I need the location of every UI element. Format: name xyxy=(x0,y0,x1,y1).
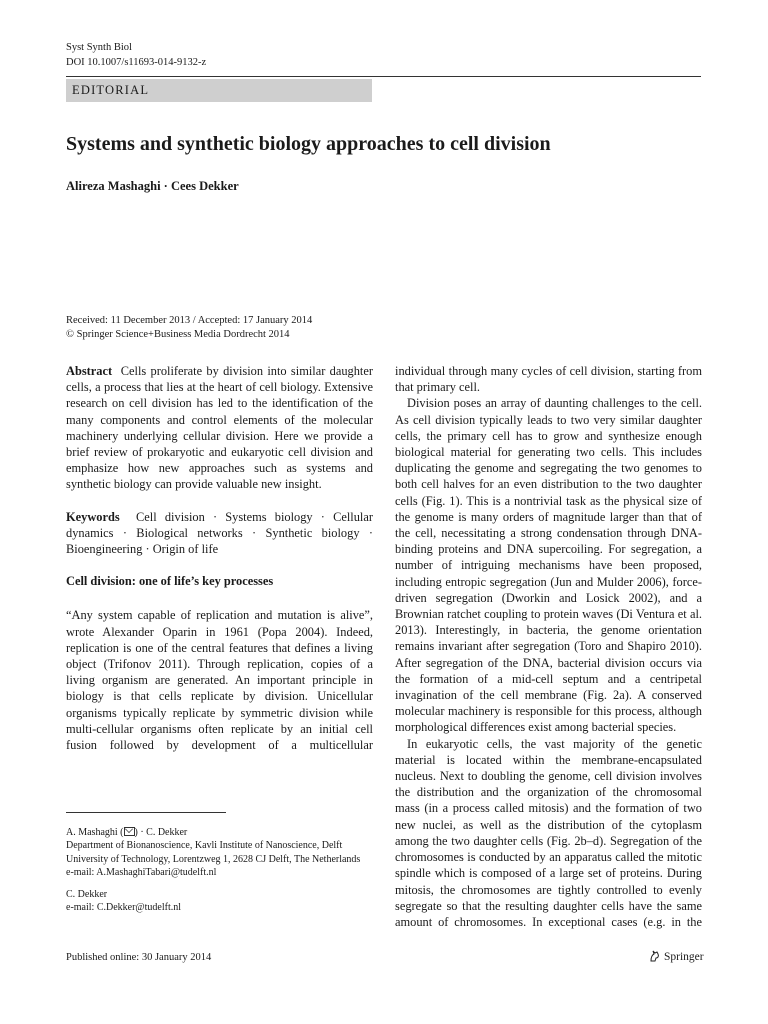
abstract xyxy=(66,363,373,493)
springer-horse-icon xyxy=(649,950,660,962)
header-rule xyxy=(66,76,701,77)
section-paragraph: “Any system capable of replication and mutation is alive”, wrote Alexander Oparin in 1961 (Popa 2004). Indeed, replication is one of the central features that defines a living object (Trifonov 2011). Through replication, copies of a living organism are generated. An important principle in biology is that cells replicate by division. Unicellular organisms typically replicate by symmetric division while multi-cellular organisms often replicate by an initial cell fusion followed by development of a multicellular xyxy=(66,608,373,753)
publisher-name: Springer xyxy=(664,951,704,963)
email-dekker[interactable]: e-mail: C.Dekker@tudelft.nl xyxy=(66,902,182,914)
received-dates: Received: 11 December 2013 / Accepted: 17 January 2014 xyxy=(66,315,313,326)
publisher-logo xyxy=(649,950,704,963)
keywords xyxy=(66,509,373,558)
dates-block xyxy=(66,314,312,342)
author-line: A. Mashaghi ( ) · C. Dekker xyxy=(66,827,188,838)
paragraph-continuation: individual through many cycles of cell division, starting from that primary cell. xyxy=(395,364,702,395)
right-column xyxy=(395,363,702,930)
abstract-label: Abstract xyxy=(66,364,113,378)
author-dekker: C. Dekker xyxy=(66,888,108,900)
journal-name: Syst Synth Biol xyxy=(66,42,132,53)
envelope-icon xyxy=(124,827,135,836)
affiliation: Department of Bionanoscience, Kavli Institute of Nanoscience, Delft University of Technology, Lorentzweg 1, 2628 CJ Delft, The Netherlands xyxy=(66,840,361,865)
section-band xyxy=(66,79,372,102)
keywords-label: Keywords xyxy=(66,509,120,524)
section-label: EDITORIAL xyxy=(72,83,150,97)
published-date: Published online: 30 January 2014 xyxy=(66,952,212,963)
journal-header xyxy=(66,40,206,70)
section-heading: Cell division: one of life’s key processes xyxy=(66,574,274,589)
abstract-text: Cells proliferate by division into similar daughter cells, a process that lies at the heart of cell biology. Extensive research on cell division has led to the identification of the many components and control elements of the molecular machinery underlying cellular division. Here we provide a brief review of prokaryotic and eukaryotic cell division and emphasize how new approaches such as systems and synthetic biology can provide valuable new insight. xyxy=(66,364,373,492)
author-affiliations xyxy=(66,826,376,914)
copyright: © Springer Science+Business Media Dordrecht 2014 xyxy=(66,329,290,340)
paragraph-division-challenges: Division poses an array of daunting challenges to the cell. As cell division typically leads to two very similar daughter cells, the primary cell has to grow and synthesize enough biological material for generating two cells. This includes duplicating the genome and segregating the two genomes to both cell halves for an even distribution to the two daughter cells (Fig. 1). This is a nontrivial task as the physical size of the genome is many orders of magnitude larger than that of the cell, necessitating a strong condensation through DNA-binding proteins and DNA supercoiling. For segregation, a number of intriguing mechanisms have been proposed, including entropic segregation (Jun and Mulder 2006), force-driven segregation (Dworkin and Losick 2002), and a Brownian ratchet coupling to protein waves (Di Ventura et al. 2013). Interestingly, in bacteria, the genome orientation remains invariant after segregation (Toro and Shapiro 2010). After segregation of the DNA, bacterial division occurs via the formation of a mid-cell septum and a centripetal invagination of the cell membrane (Fig. 2a). A conserved molecular machinery is responsible for this process, although morphological differences exist among bacterial species. xyxy=(395,396,702,735)
authors: Alireza Mashaghi · Cees Dekker xyxy=(66,179,239,193)
doi: DOI 10.1007/s11693-014-9132-z xyxy=(66,57,207,68)
left-column xyxy=(66,363,373,753)
article-title: Systems and synthetic biology approaches to cell division xyxy=(66,133,551,155)
footnote-rule xyxy=(66,812,226,813)
paragraph-eukaryotic: In eukaryotic cells, the vast majority of the genetic material is located within the membrane-encapsulated nucleus. Next to doubling the genome, cell division involves the distribution and the organization of the chromosomal mass (in a process called mitosis) and the formation of two new nuclei, as well as the distribution of the cytoplasm among the two daughter cells (Fig. 2b–d). Segregation of the chromosomes is conducted by an apparatus called the mitotic spindle which is composed of a large set of proteins. During mitosis, the chromosomes are tightly controlled to evenly segregate so that the resulting daughter cells have the same amount of chromosomes. In exceptional cases (e.g. in the xyxy=(395,736,702,929)
email-mashaghi[interactable]: e-mail: A.MashaghiTabari@tudelft.nl xyxy=(66,867,217,879)
keywords-text: Cell division · Systems biology · Cellular dynamics · Biological networks · Synthetic biology · Bioengineering · Origin of life xyxy=(66,509,373,557)
